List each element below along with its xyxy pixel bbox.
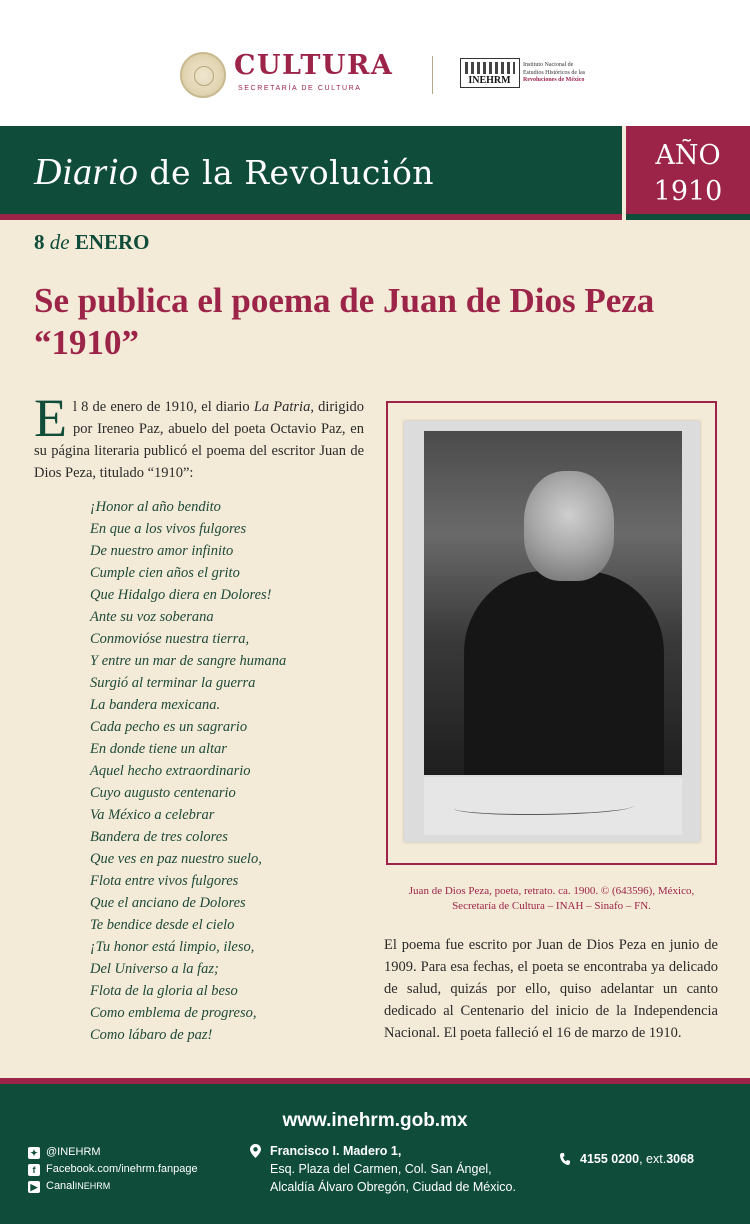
poem-line: Que ves en paz nuestro suelo, bbox=[90, 851, 262, 867]
poem-line: Que Hidalgo diera en Dolores! bbox=[90, 587, 272, 603]
outro-paragraph: El poema fue escrito por Juan de Dios Peza en junio de 1909. Para esa fechas, el poeta se encontraba ya delicado de salud, quizás por ello, quiso adelantar un canto dedicado al Centenario del inicio de la Independencia Nacional. El poeta falleció el 16 de marzo de 1910. bbox=[384, 937, 718, 1041]
poem-line: Cuyo augusto centenario bbox=[90, 785, 236, 801]
phone-icon bbox=[560, 1153, 570, 1165]
cultura-brand-subtitle: SECRETARÍA DE CULTURA bbox=[238, 85, 362, 92]
portrait-head bbox=[524, 471, 614, 581]
poem-line: Del Universo a la faz; bbox=[90, 961, 219, 977]
address-line-2: Esq. Plaza del Carmen, Col. San Ángel, bbox=[270, 1162, 492, 1176]
portrait-photo bbox=[404, 421, 700, 842]
logo-divider bbox=[432, 56, 433, 94]
page-title-italic: Diario bbox=[34, 151, 139, 193]
headline: Se publica el poema de Juan de Dios Peza “1910” bbox=[34, 281, 655, 362]
poem-line: En que a los vivos fulgores bbox=[90, 521, 247, 537]
facebook-url: Facebook.com/inehrm.fanpage bbox=[46, 1163, 198, 1175]
page-title-rest: de la Revolución bbox=[138, 153, 435, 192]
portrait-body bbox=[464, 571, 664, 775]
poem-line: La bandera mexicana. bbox=[90, 697, 221, 713]
caption-line-2: Secretaría de Cultura – INAH – Sinafo – FN. bbox=[452, 900, 651, 912]
address bbox=[250, 1142, 516, 1196]
phone-ext: 3068 bbox=[666, 1152, 694, 1166]
inehrm-logo bbox=[460, 58, 520, 88]
poem-line: ¡Honor al año bendito bbox=[90, 499, 221, 515]
twitter-link[interactable] bbox=[28, 1144, 198, 1161]
poem-line: Y entre un mar de sangre humana bbox=[90, 653, 287, 669]
institute-line-2: Estudios Históricos de las bbox=[523, 69, 586, 76]
youtube-prefix: Canal bbox=[46, 1180, 75, 1192]
inehrm-logo-text: INEHRM bbox=[468, 75, 511, 86]
entry-date bbox=[34, 230, 150, 255]
poem-line: Conmovióse nuestra tierra, bbox=[90, 631, 250, 647]
poem-line: Aquel hecho extraordinario bbox=[90, 763, 251, 779]
address-line-3: Alcaldía Álvaro Obregón, Ciudad de México. bbox=[270, 1180, 516, 1194]
facebook-link[interactable] bbox=[28, 1161, 198, 1178]
facebook-icon: f bbox=[28, 1164, 40, 1176]
intro-part-2: , dirigido por Ireneo Paz, abuelo del poeta Octavio Paz, en su página literaria publicó el poema del escritor Juan de Dios Peza, titulado “1910”: bbox=[34, 399, 364, 481]
drop-cap: E bbox=[34, 388, 67, 448]
institute-line-1: Instituto Nacional de bbox=[523, 62, 574, 68]
poem-line: Ante su voz soberana bbox=[90, 609, 214, 625]
top-header bbox=[0, 0, 750, 126]
signature-mark bbox=[454, 799, 634, 815]
youtube-icon: ▶ bbox=[28, 1181, 40, 1193]
caption-line-1: Juan de Dios Peza, poeta, retrato. ca. 1900. © (643596), México, bbox=[408, 885, 695, 897]
portrait-image bbox=[424, 431, 682, 775]
poem-line: Te bendice desde el cielo bbox=[90, 917, 235, 933]
institute-line-3: Revoluciones de México bbox=[523, 77, 585, 83]
mexico-seal-icon bbox=[180, 52, 226, 98]
poem bbox=[90, 496, 370, 1046]
photo-caption bbox=[386, 884, 717, 914]
twitter-icon: ✦ bbox=[28, 1147, 40, 1159]
poem-line: Flota entre vivos fulgores bbox=[90, 873, 239, 889]
address-street: Francisco I. Madero 1, bbox=[270, 1144, 402, 1158]
year-number: 1910 bbox=[653, 176, 723, 207]
poem-line: En donde tiene un altar bbox=[90, 741, 227, 757]
youtube-link[interactable] bbox=[28, 1178, 198, 1195]
poem-line: Cada pecho es un sagrario bbox=[90, 719, 248, 735]
cultura-brand: CULTURA bbox=[234, 50, 394, 81]
phone[interactable] bbox=[560, 1152, 694, 1166]
intro-part-1: l 8 de enero de 1910, el diario bbox=[73, 399, 254, 415]
location-pin-icon bbox=[250, 1144, 261, 1158]
youtube-channel: INEHRM bbox=[74, 1181, 111, 1191]
title-band-accent bbox=[0, 214, 622, 220]
date-month: ENERO bbox=[74, 230, 150, 254]
date-day: 8 bbox=[34, 230, 45, 254]
year-label: AÑO bbox=[655, 140, 721, 171]
poem-line: Flota de la gloria al beso bbox=[90, 983, 238, 999]
footer bbox=[0, 1084, 750, 1224]
page-title bbox=[34, 150, 434, 194]
phone-ext-label: , ext. bbox=[639, 1152, 667, 1166]
social-links bbox=[28, 1144, 198, 1195]
signature-area bbox=[424, 777, 682, 835]
poem-line: ¡Tu honor está limpio, ileso, bbox=[90, 939, 255, 955]
year-badge bbox=[626, 126, 750, 220]
twitter-handle: @INEHRM bbox=[46, 1146, 101, 1158]
poem-line: Como lábaro de paz! bbox=[90, 1027, 213, 1043]
poem-line: De nuestro amor infinito bbox=[90, 543, 234, 559]
poem-line: Cumple cien años el grito bbox=[90, 565, 240, 581]
poem-line: Como emblema de progreso, bbox=[90, 1005, 257, 1021]
poem-line: Surgió al terminar la guerra bbox=[90, 675, 256, 691]
institute-name bbox=[523, 62, 603, 85]
poem-line: Que el anciano de Dolores bbox=[90, 895, 246, 911]
phone-number: 4155 0200 bbox=[580, 1152, 640, 1166]
website-link[interactable]: www.inehrm.gob.mx bbox=[282, 1110, 468, 1131]
date-de: de bbox=[49, 230, 70, 254]
poem-line: Va México a celebrar bbox=[90, 807, 215, 823]
newspaper-name: La Patria bbox=[253, 399, 311, 415]
building-columns-icon bbox=[465, 62, 515, 74]
poem-line: Bandera de tres colores bbox=[90, 829, 228, 845]
intro-paragraph bbox=[34, 388, 364, 484]
address-text bbox=[250, 1142, 516, 1196]
